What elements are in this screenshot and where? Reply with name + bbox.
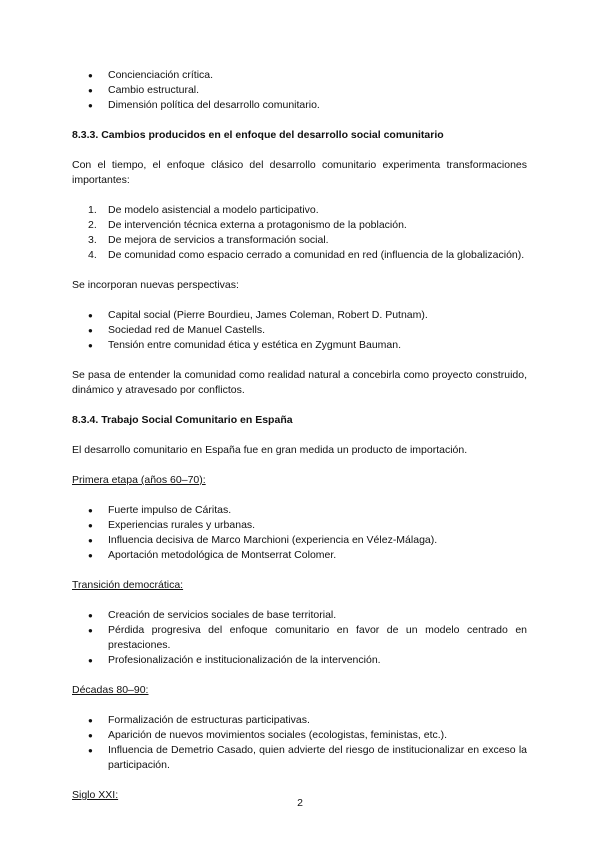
changes-numbered-list (72, 203, 527, 263)
stage2-list (72, 608, 527, 668)
item-text: De modelo asistencial a modelo participativo. (108, 204, 319, 216)
item-number: 2. (88, 219, 97, 231)
list-item: ● Tensión entre comunidad ética y estética en Zygmunt Bauman. (72, 338, 527, 353)
stage3-list (72, 713, 527, 773)
list-item: ● Aportación metodológica de Montserrat Colomer. (72, 548, 527, 563)
list-item: ● Sociedad red de Manuel Castells. (72, 323, 527, 338)
list-item: ● Experiencias rurales y urbanas. (72, 518, 527, 533)
page-number: 2 (297, 797, 303, 809)
list-item: ● Cambio estructural. (72, 83, 527, 98)
item-text: De comunidad como espacio cerrado a comunidad en red (influencia de la globalización). (108, 249, 525, 261)
stage1-list (72, 503, 527, 563)
item-text: De mejora de servicios a transformación social. (108, 234, 329, 246)
list-item: ● Capital social (Pierre Bourdieu, James Coleman, Robert D. Putnam). (72, 308, 527, 323)
perspectives-intro: Se incorporan nuevas perspectivas: (72, 279, 239, 291)
item-number: 4. (88, 249, 97, 261)
list-item: ● Creación de servicios sociales de base territorial. (72, 608, 527, 623)
top-bullet-list (72, 68, 527, 113)
section-833-closing: Se pasa de entender la comunidad como realidad natural a concebirla como proyecto construido, dinámico y atravesado por conflictos. (72, 369, 527, 396)
list-item: ● Concienciación crítica. (72, 68, 527, 83)
item-text: De intervención técnica externa a protagonismo de la población. (108, 219, 407, 231)
section-833-intro: Con el tiempo, el enfoque clásico del desarrollo comunitario experimenta transformaciones importantes: (72, 159, 527, 186)
list-item: ● Influencia decisiva de Marco Marchioni (experiencia en Vélez-Málaga). (72, 533, 527, 548)
list-item: ● Aparición de nuevos movimientos sociales (ecologistas, feministas, etc.). (72, 728, 527, 743)
list-item: ● Dimensión política del desarrollo comunitario. (72, 98, 527, 113)
item-number: 1. (88, 204, 97, 216)
list-item: ● Pérdida progresiva del enfoque comunitario en favor de un modelo centrado en prestaciones. (72, 623, 527, 653)
list-item: ● Profesionalización e institucionalización de la intervención. (72, 653, 527, 668)
section-834-intro: El desarrollo comunitario en España fue en gran medida un producto de importación. (72, 444, 468, 456)
stage3-label: Décadas 80–90: (72, 684, 149, 696)
list-item: ● Influencia de Demetrio Casado, quien advierte del riesgo de institucionalizar en exceso la participación. (72, 743, 527, 773)
stage1-label: Primera etapa (años 60–70): (72, 474, 206, 486)
item-number: 3. (88, 234, 97, 246)
list-item: ● Formalización de estructuras participativas. (72, 713, 527, 728)
list-item: ● Fuerte impulso de Cáritas. (72, 503, 527, 518)
list-item (72, 248, 527, 263)
perspectives-list (72, 308, 527, 353)
list-item (72, 233, 527, 248)
document-page (72, 68, 527, 803)
list-item (72, 203, 527, 218)
stage2-label: Transición democrática: (72, 579, 184, 591)
section-heading-834: 8.3.4. Trabajo Social Comunitario en España (72, 414, 293, 426)
stage4-label: Siglo XXI: (72, 789, 119, 801)
section-heading-833: 8.3.3. Cambios producidos en el enfoque del desarrollo social comunitario (72, 129, 444, 141)
list-item (72, 218, 527, 233)
